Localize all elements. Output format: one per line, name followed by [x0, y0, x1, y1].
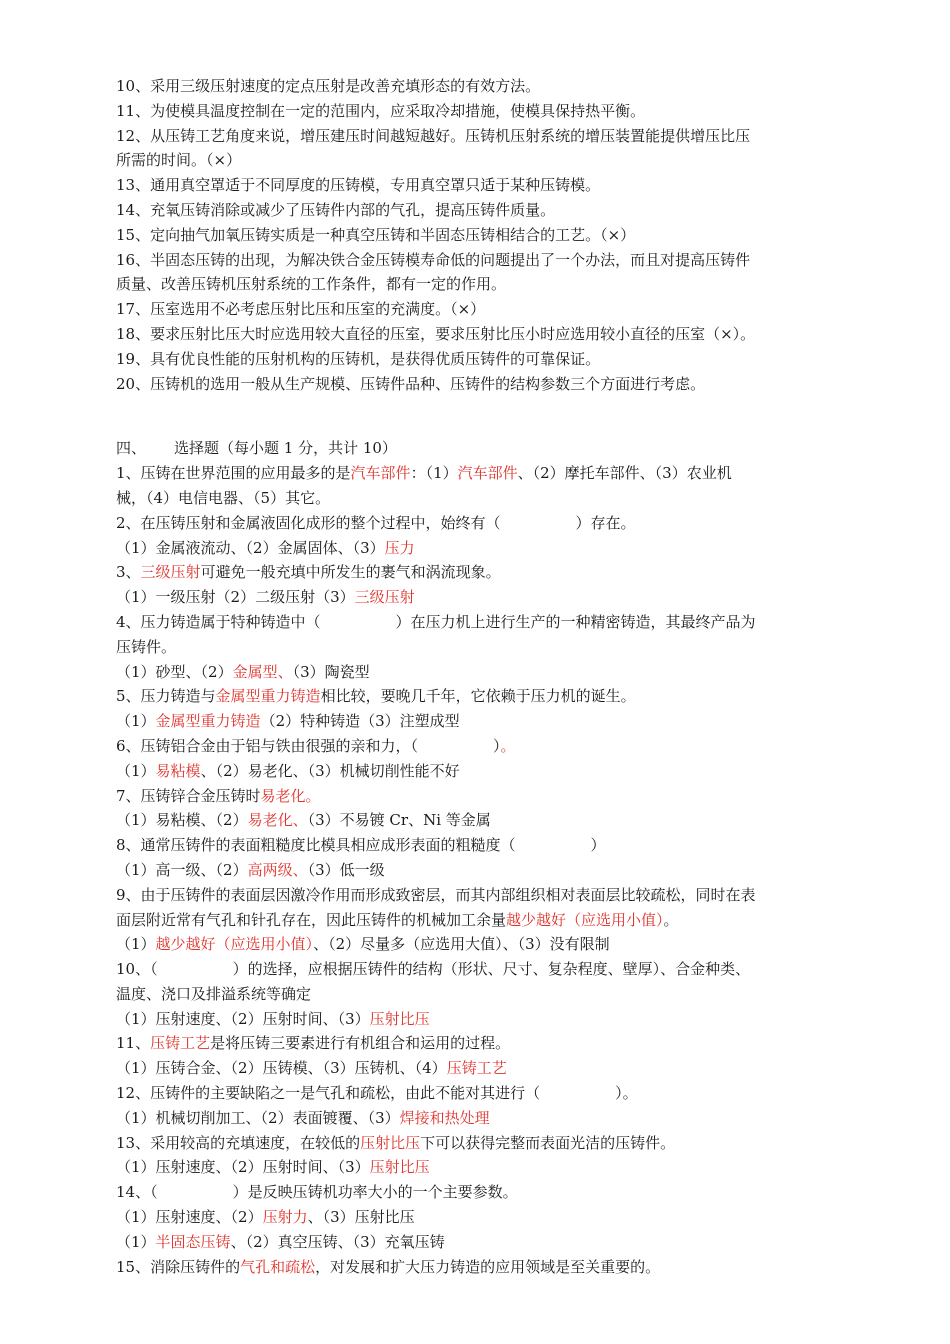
question-text: 1、压铸在世界范围的应用最多的是 [116, 464, 351, 483]
answer-highlight: 压力 [384, 538, 415, 557]
mc-options-14 [116, 1205, 838, 1230]
judgement-item-10: 10、采用三级压射速度的定点压射是改善充填形态的有效方法。 [116, 77, 541, 95]
option-text: （1）砂型、（2） [116, 662, 233, 681]
question-number: 3、 [116, 563, 141, 582]
option-text: 、（3）压射比压 [307, 1208, 415, 1227]
question-text: ，对发展和扩大压力铸造的应用领域是至关重要的。 [315, 1257, 661, 1276]
option-text: 、（2）尽量多（应选用大值）、（3）没有限制 [313, 935, 610, 954]
question-text: 、（2）摩托车部件、（3）农业机 [517, 464, 732, 483]
answer-highlight: 汽车部件 [350, 464, 411, 483]
section-title: 选择题（每小题 1 分，共计 10） [174, 439, 397, 458]
option-text: （2）特种铸造（3）注塑成型 [260, 712, 460, 731]
mc-options-2 [116, 536, 838, 561]
mc-question-14: 14、（ ）是反映压铸机功率大小的一个主要参数。 [116, 1183, 518, 1202]
mc-options-11 [116, 1056, 838, 1081]
mc-options-12 [116, 1106, 838, 1131]
mc-question-10: 10、（ ）的选择，应根据压铸件的结构（形状、尺寸、复杂程度、壁厚）、合金种类、 [116, 960, 751, 979]
option-text: （3）陶瓷型 [292, 662, 370, 681]
judgement-item-14: 14、充氧压铸消除或减少了压铸件内部的气孔，提高压铸件质量。 [116, 200, 556, 219]
question-text: 。 [663, 910, 679, 929]
answer-highlight: 越少越好（应选用小值） [155, 935, 314, 954]
option-text: （3）低一级 [307, 860, 385, 879]
mc-question-3 [116, 560, 838, 585]
question-text: 6、压铸铝合金由于铝与铁由很强的亲和力，（ ） [116, 736, 501, 755]
mc-options-4 [116, 660, 838, 685]
mc-question-5 [116, 684, 838, 709]
option-text: 、（2）真空压铸、（3）充氧压铸 [230, 1232, 445, 1251]
mc-question-12: 12、压铸件的主要缺陷之一是气孔和疏松，由此不能对其进行（ ）。 [116, 1084, 638, 1103]
judgement-item-16-line1: 16、半固态压铸的出现，为解决铁合金压铸模寿命低的问题提出了一个办法，而且对提高压铸件 [116, 250, 751, 269]
section-heading [116, 436, 838, 461]
mc-options-7 [116, 808, 838, 833]
mc-question-1 [116, 461, 838, 486]
option-text: （1）一级压射（2）二级压射（3） [116, 588, 355, 607]
option-text: （1）机械切削加工、（2）表面镀覆、（3） [116, 1108, 400, 1127]
answer-highlight: 压射比压 [360, 1133, 421, 1152]
option-text: （1） [116, 712, 156, 731]
judgement-item-12-line2: 所需的时间。（×） [116, 151, 242, 170]
question-text: 可避免一般充填中所发生的裹气和涡流现象。 [200, 563, 501, 582]
answer-highlight: 易老化。 [260, 786, 321, 805]
document-content [116, 74, 838, 1279]
question-text: 15、消除压铸件的 [116, 1257, 241, 1276]
mc-options-10 [116, 1007, 838, 1032]
option-text: （3）不易镀 Cr、Ni 等金属 [307, 811, 491, 830]
mc-question-7 [116, 784, 838, 809]
option-text: （1）压射速度、（2）压射时间、（3） [116, 1009, 370, 1028]
mc-question-9-cont [116, 908, 838, 933]
option-text: （1） [116, 1232, 156, 1251]
question-text: 面层附近常有气孔和针孔存在，因此压铸件的机械加工余量 [116, 910, 507, 929]
mc-options-6 [116, 759, 838, 784]
question-text: 7、压铸锌合金压铸时 [116, 786, 261, 805]
mc-question-4: 4、压力铸造属于特种铸造中（ ）在压力机上进行生产的一种精密铸造，其最终产品为 [116, 612, 756, 631]
mc-question-10-cont: 温度、浇口及排溢系统等确定 [116, 984, 312, 1003]
mc-question-1-cont: 械，（4）电信电器、（5）其它。 [116, 488, 331, 507]
answer-highlight: 压铸工艺 [150, 1034, 211, 1053]
mc-options-14-extra [116, 1230, 838, 1255]
answer-highlight: 越少越好（应选用小值） [506, 910, 664, 929]
mc-question-15 [116, 1255, 838, 1280]
answer-highlight: 金属型、 [232, 662, 293, 681]
question-text: 5、压力铸造与 [116, 687, 216, 706]
judgement-item-20: 20、压铸机的选用一般从生产规模、压铸件品种、压铸件的结构参数三个方面进行考虑。 [116, 374, 706, 393]
option-text: （1）高一级、（2） [116, 860, 248, 879]
answer-highlight: 压射力 [262, 1208, 308, 1227]
answer-highlight: 高两级、 [247, 860, 308, 879]
answer-highlight: 半固态压铸 [155, 1232, 231, 1251]
answer-highlight: 金属型重力铸造 [215, 687, 321, 706]
mc-options-13 [116, 1155, 838, 1180]
question-text: ：（1） [410, 464, 458, 483]
answer-highlight: 金属型重力铸造 [155, 712, 261, 731]
section-spacer [116, 396, 838, 436]
judgement-item-13: 13、通用真空罩适于不同厚度的压铸模，专用真空罩只适于某种压铸模。 [116, 176, 601, 195]
mc-question-6 [116, 734, 838, 759]
mc-question-11 [116, 1031, 838, 1056]
judgement-item-11: 11、为使模具温度控制在一定的范围内，应采取冷却措施，使模具保持热平衡。 [116, 101, 646, 120]
mc-options-8 [116, 858, 838, 883]
option-text: （1）金属液流动、（2）金属固体、（3） [116, 538, 385, 557]
judgement-item-18: 18、要求压射比压大时应选用较大直径的压室，要求压射比压小时应选用较小直径的压室（×）。 [116, 324, 756, 343]
answer-highlight: 气孔和疏松 [240, 1257, 316, 1276]
judgement-item-16-line2: 质量、改善压铸机压射系统的工作条件，都有一定的作用。 [116, 275, 507, 294]
answer-highlight: 汽车部件 [457, 464, 518, 483]
option-text: （1）压射速度、（2）压射时间、（3） [116, 1158, 370, 1177]
mc-options-9 [116, 932, 838, 957]
question-text: 下可以获得完整而表面光洁的压铸件。 [420, 1133, 676, 1152]
answer-highlight: 压铸工艺 [446, 1059, 507, 1078]
answer-highlight: 。 [500, 736, 516, 755]
mc-question-13 [116, 1131, 838, 1156]
answer-highlight: 易粘模 [155, 761, 201, 780]
mc-question-9: 9、由于压铸件的表面层因激冷作用而形成致密层，而其内部组织相对表面层比较疏松，同时在表 [116, 885, 756, 904]
judgement-item-12-line1: 12、从压铸工艺角度来说，增压建压时间越短越好。压铸机压射系统的增压装置能提供增压比压 [116, 126, 751, 145]
question-text: 相比较，要晚几千年，它依赖于压力机的诞生。 [320, 687, 636, 706]
mc-options-5 [116, 709, 838, 734]
answer-highlight: 焊接和热处理 [399, 1108, 490, 1127]
judgement-item-15: 15、定向抽气加氧压铸实质是一种真空压铸和半固态压铸相结合的工艺。（×） [116, 225, 636, 244]
question-text: 13、采用较高的充填速度，在较低的 [116, 1133, 361, 1152]
mc-question-8: 8、通常压铸件的表面粗糙度比模具相应成形表面的粗糙度（ ） [116, 836, 606, 855]
answer-highlight: 压射比压 [369, 1009, 430, 1028]
judgement-item-19: 19、具有优良性能的压射机构的压铸机，是获得优质压铸件的可靠保证。 [116, 349, 601, 368]
answer-highlight: 易老化、 [247, 811, 308, 830]
option-text: （1） [116, 761, 156, 780]
option-text: 、（2）易老化、（3）机械切削性能不好 [200, 761, 460, 780]
mc-question-2: 2、在压铸压射和金属液固化成形的整个过程中，始终有（ ）存在。 [116, 513, 636, 532]
answer-highlight: 压射比压 [369, 1158, 430, 1177]
option-text: （1）易粘模、（2） [116, 811, 248, 830]
option-text: （1）压射速度、（2） [116, 1208, 263, 1227]
option-text: （1）压铸合金、（2）压铸模、（3）压铸机、（4） [116, 1059, 447, 1078]
mc-question-4-cont: 压铸件。 [116, 637, 177, 656]
option-text: （1） [116, 935, 156, 954]
question-text: 是将压铸三要素进行有机组合和运用的过程。 [210, 1034, 511, 1053]
judgement-item-17: 17、压室选用不必考虑压射比压和压室的充满度。（×） [116, 300, 486, 319]
mc-options-3 [116, 585, 838, 610]
question-number: 11、 [116, 1034, 151, 1053]
section-number: 四、 [116, 439, 147, 458]
answer-highlight: 三级压射 [354, 588, 415, 607]
answer-highlight: 三级压射 [140, 563, 201, 582]
